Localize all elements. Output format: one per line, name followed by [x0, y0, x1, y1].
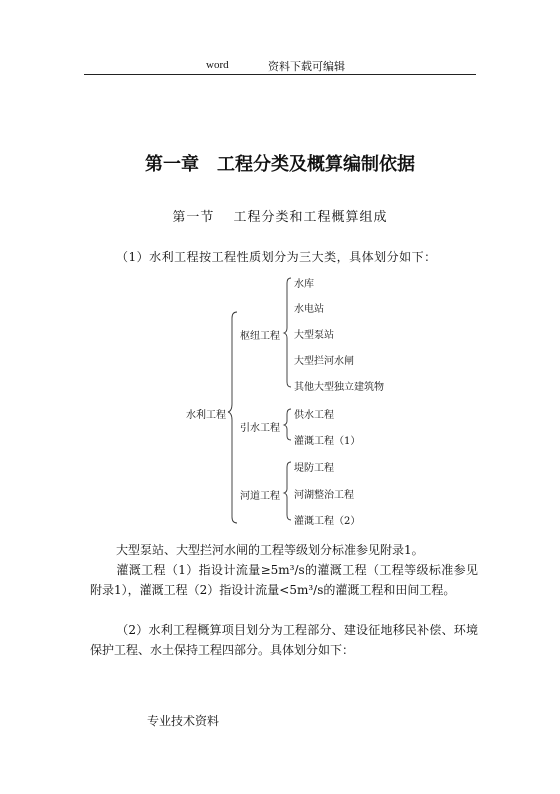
tree-item: 河湖整治工程: [294, 490, 354, 501]
paragraph-text: （2）水利工程概算项目划分为工程部分、建设征地移民补偿、环境保护工程、水土保持工程四部分。具体划分如下：: [90, 623, 478, 657]
tree-root: 水利工程: [186, 410, 226, 421]
paragraph-text: 灌溉工程（1）指设计流量≥5m³/s的灌溉工程（工程等级标准参见附录1），灌溉工程（2）指设计流量<5m³/s的灌溉工程和田间工程。: [90, 563, 478, 597]
intro-paragraph: （1）水利工程按工程性质划分为三大类，具体划分如下：: [116, 250, 437, 264]
footer-text: 专业技术资料: [147, 714, 220, 728]
section-title: 第一节 工程分类和工程概算组成: [172, 210, 388, 225]
paragraph: [90, 540, 478, 560]
tree-group-label: 河道工程: [240, 491, 280, 502]
header-title: 资料下载可编辑: [268, 60, 345, 73]
tree-group-label: 引水工程: [240, 423, 280, 434]
tree-item: 大型泵站: [294, 330, 334, 341]
tree-item: 灌溉工程（1）: [294, 436, 361, 447]
tree-group-label: 枢纽工程: [240, 331, 280, 342]
group-brace-2: [284, 409, 291, 440]
tree-item: 水库: [294, 279, 314, 290]
root-brace: [228, 312, 237, 523]
tree-item: 堤防工程: [294, 463, 334, 474]
tree-item: 供水工程: [294, 410, 334, 421]
tree-item: 水电站: [294, 304, 324, 315]
tree-item: 其他大型独立建筑物: [294, 382, 384, 393]
group-brace-1: [284, 278, 291, 387]
group-brace-3: [284, 462, 291, 520]
tree-item: 灌溉工程（2）: [294, 516, 361, 527]
paragraph: [90, 620, 478, 660]
chapter-title: 第一章 工程分类及概算编制依据: [145, 154, 415, 175]
header-word: word: [206, 59, 229, 71]
paragraph-text: 大型泵站、大型拦河水闸的工程等级划分标准参见附录1。: [116, 543, 424, 557]
tree-item: 大型拦河水闸: [294, 356, 354, 367]
paragraph: [90, 560, 478, 600]
